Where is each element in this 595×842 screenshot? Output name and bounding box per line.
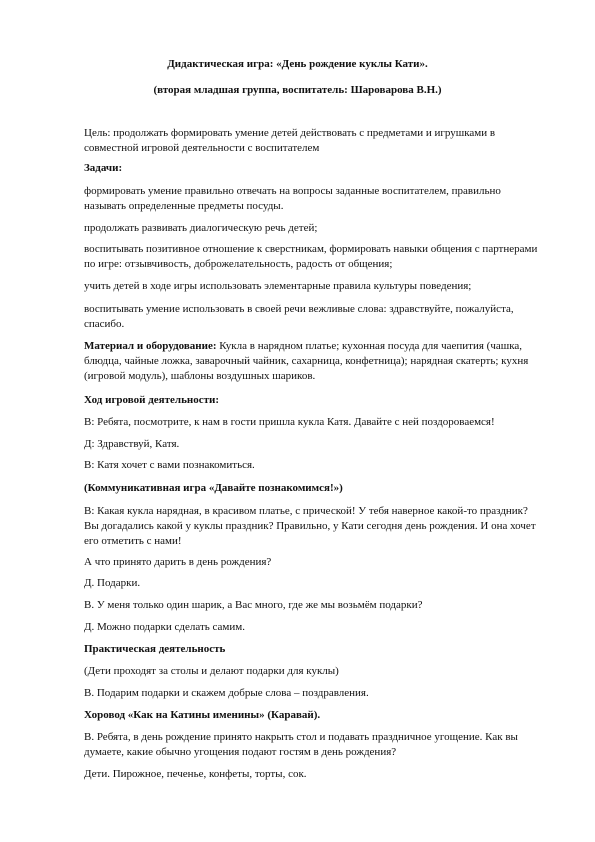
dialogue-line: (Дети проходят за столы и делают подарки для куклы)	[84, 665, 339, 677]
dialogue-line: А что принято дарить в день рождения?	[84, 556, 272, 568]
dance-heading: Хоровод «Как на Катины именины» (Каравай).	[84, 709, 321, 721]
goal-paragraph: Цель: продолжать формировать умение детей действовать с предметами и игрушками в совместной игровой деятельности с воспитателем	[84, 127, 496, 154]
task-item: формировать умение правильно отвечать на вопросы заданные воспитателем, правильно называть определенные предметы посуды.	[84, 185, 501, 212]
dialogue-line: В. Подарим подарки и скажем добрые слова – поздравления.	[84, 687, 369, 699]
dialogue-line: В. Ребята, в день рождение принято накрыть стол и подавать праздничное угощение. Как вы думаете, какие обычно угощения подают гостям в день рождения?	[84, 731, 518, 758]
dialogue-line: Д. Можно подарки сделать самим.	[84, 621, 245, 633]
dialogue-line: В: Ребята, посмотрите, к нам в гости пришла кукла Катя. Давайте с ней поздороваемся!	[84, 416, 495, 428]
dialogue-line: В: Какая кукла нарядная, в красивом платье, с прической! У тебя наверное какой-то праздник? Вы догадались какой у куклы праздник? Правильно, у Кати сегодня день рождения. И она хочет его отметить с нами!	[84, 505, 536, 547]
course-heading: Ход игровой деятельности:	[84, 394, 220, 406]
materials-label: Материал и оборудование:	[84, 340, 217, 352]
materials-text: Кукла в нарядном платье; кухонная посуда для чаепития (чашка, блюдца, чайные ложка, заварочный чайник, сахарница, конфетница); нарядная скатерть; кухня (игровой модуль), шаблоны воздушных шариков.	[84, 340, 529, 382]
dialogue-line: Д. Подарки.	[84, 577, 141, 589]
dialogue-line: Д: Здравствуй, Катя.	[84, 438, 180, 450]
dialogue-line: В. У меня только один шарик, а Вас много, где же мы возьмём подарки?	[84, 599, 423, 611]
document-subtitle: (вторая младшая группа, воспитатель: Шароварова В.Н.)	[153, 84, 442, 96]
task-item: учить детей в ходе игры использовать элементарные правила культуры поведения;	[84, 280, 472, 292]
dialogue-line: В: Катя хочет с вами познакомиться.	[84, 459, 255, 471]
document-title: Дидактическая игра: «День рождение куклы Кати».	[167, 58, 428, 70]
task-item: воспитывать умение использовать в своей речи вежливые слова: здравствуйте, пожалуйста, спасибо.	[84, 303, 514, 330]
tasks-heading: Задачи:	[84, 162, 123, 174]
task-item: продолжать развивать диалогическую речь детей;	[84, 222, 318, 234]
dialogue-line: Дети. Пирожное, печенье, конфеты, торты, сок.	[84, 768, 307, 780]
task-item: воспитывать позитивное отношение к сверстникам, формировать навыки общения с партнерами по игре: отзывчивость, доброжелательность, радость от общения;	[84, 243, 538, 270]
materials-paragraph	[84, 339, 542, 384]
practice-heading: Практическая деятельность	[84, 643, 226, 655]
game-heading: (Коммуникативная игра «Давайте познакомимся!»)	[84, 482, 343, 494]
